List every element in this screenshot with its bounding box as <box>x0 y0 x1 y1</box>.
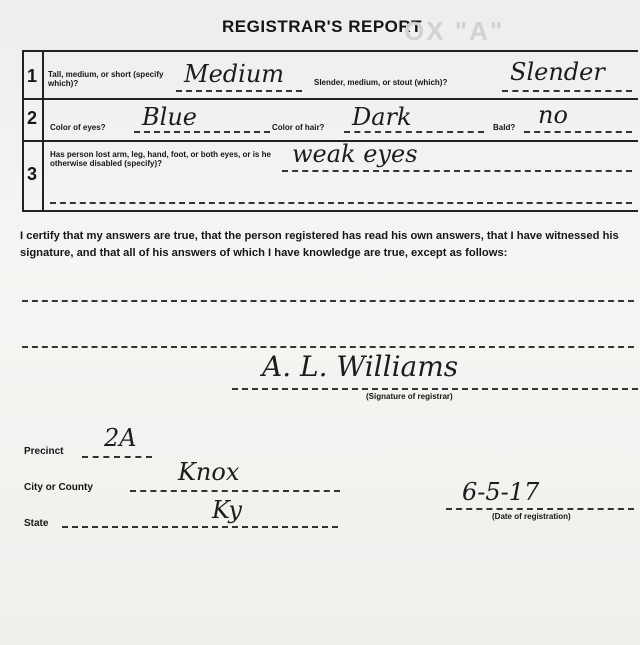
row-number-1: 1 <box>27 66 38 86</box>
eye-color-label: Color of eyes? <box>50 123 106 132</box>
precinct-answer: 2A <box>104 424 137 452</box>
row-divider-1 <box>22 98 638 100</box>
city-county-line <box>130 490 340 492</box>
certification-text: I certify that my answers are true, that the person registered has read his own answers, that I have witnessed his signature, and that all of his answers of which I have knowledge are true, except as follows: <box>20 230 619 259</box>
table-bottom-border <box>22 210 638 212</box>
bald-line <box>524 131 632 133</box>
precinct-line <box>82 456 152 458</box>
state-answer: Ky <box>212 496 242 524</box>
disability-line-1 <box>282 170 632 172</box>
precinct-label: Precinct <box>24 446 64 457</box>
hair-color-line <box>344 131 484 133</box>
disability-label: Has person lost arm, leg, hand, foot, or both eyes, or is he otherwise disabled (specify)? <box>50 150 271 168</box>
eye-color-answer: Blue <box>142 103 197 131</box>
table-left-border <box>22 50 24 210</box>
row-number-3: 3 <box>27 164 38 184</box>
faint-stamp: OX "A" <box>404 16 505 46</box>
bald-label: Bald? <box>493 123 516 132</box>
date-line <box>446 508 634 510</box>
exception-line-1 <box>22 300 634 302</box>
date-caption: (Date of registration) <box>492 512 571 521</box>
eye-color-line <box>134 131 270 133</box>
state-label: State <box>24 518 49 529</box>
signature-caption: (Signature of registrar) <box>366 392 453 401</box>
table-top-border <box>22 50 638 52</box>
registration-date: 6-5-17 <box>462 478 540 506</box>
build-answer: Slender <box>510 58 605 86</box>
disability-line-2 <box>50 202 632 204</box>
city-county-label: City or County <box>24 482 93 493</box>
report-title: REGISTRAR'S REPORT <box>222 17 423 36</box>
state-line <box>62 526 338 528</box>
city-county-answer: Knox <box>178 458 240 486</box>
bald-answer: no <box>538 101 568 129</box>
hair-color-label: Color of hair? <box>272 123 325 132</box>
exception-line-2 <box>22 346 634 348</box>
build-label: Slender, medium, or stout (which)? <box>314 78 448 87</box>
build-answer-line <box>502 90 632 92</box>
row-number-2: 2 <box>27 108 38 128</box>
signature-line <box>232 388 638 390</box>
height-answer-line <box>176 90 302 92</box>
disability-answer: weak eyes <box>292 140 418 168</box>
number-column-divider <box>42 50 44 210</box>
registrar-signature: A. L. Williams <box>262 350 459 383</box>
hair-color-answer: Dark <box>352 103 412 131</box>
height-answer: Medium <box>184 60 285 88</box>
height-label: Tall, medium, or short (specify which)? <box>48 70 164 88</box>
